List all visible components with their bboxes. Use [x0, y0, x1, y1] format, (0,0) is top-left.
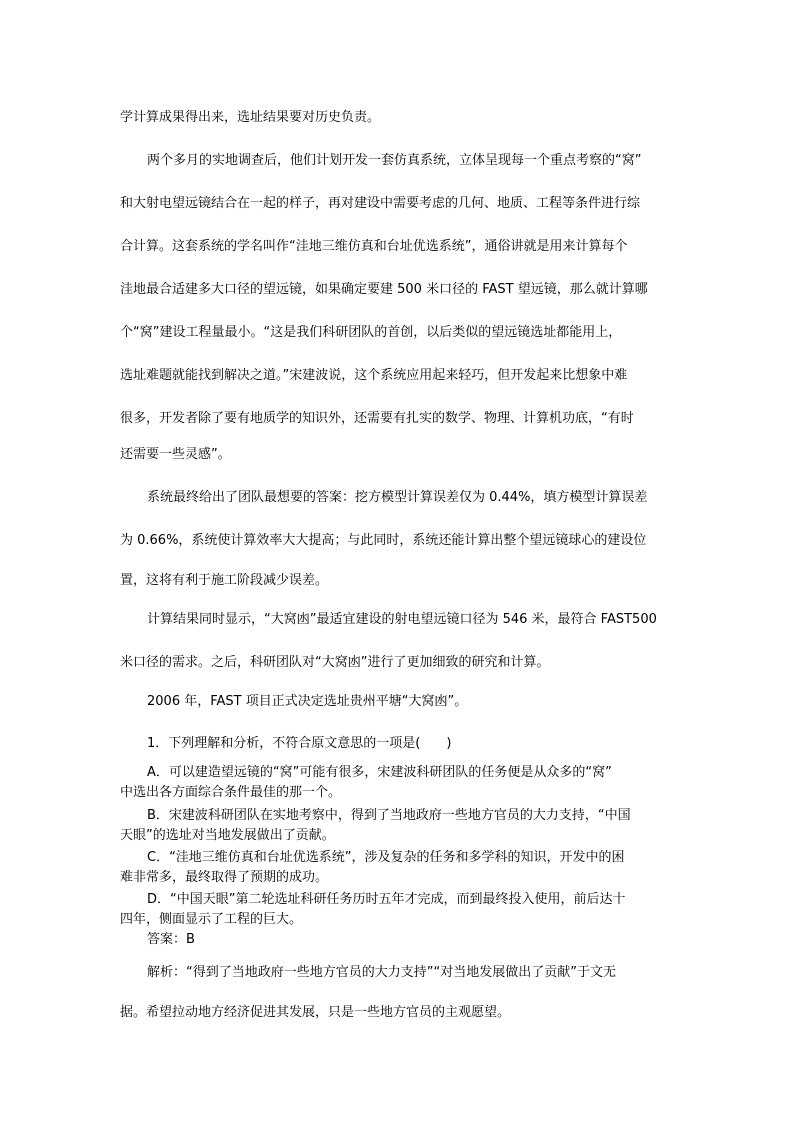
body-line: 学计算成果得出来，选址结果要对历史负责。	[120, 110, 381, 125]
option-c-line: C．“洼地三维仿真和台址优选系统”，涉及复杂的任务和多学科的知识，开发中的困	[147, 850, 625, 865]
option-c-line: 难非常多，最终取得了预期的成功。	[120, 870, 329, 885]
body-line: 米口径的需求。之后，科研团队对“大窝凼”进行了更加细致的研究和计算。	[120, 655, 550, 670]
option-a-line: 中选出各方面综合条件最佳的那一个。	[120, 785, 342, 800]
body-line: 置，这将有利于施工阶段减少误差。	[120, 573, 329, 588]
option-a-line: A．可以建造望远镜的“窝”可能有很多，宋建波科研团队的任务便是从众多的“窝”	[147, 765, 612, 780]
body-line: 很多，开发者除了要有地质学的知识外，还需要有扎实的数学、物理、计算机功底，“有时	[120, 411, 634, 426]
question-stem: 1．下列理解和分析，不符合原文意思的一项是( )	[147, 736, 452, 751]
option-b-line: 天眼”的选址对当地发展做出了贡献。	[120, 828, 335, 843]
option-d-line: 四年，侧面显示了工程的巨大。	[120, 912, 303, 927]
body-line: 个“窝”建设工程量最小。“这是我们科研团队的首创，以后类似的望远镜选址都能用上，	[120, 325, 622, 340]
option-b-line: B．宋建波科研团队在实地考察中，得到了当地政府一些地方官员的大力支持，“中国	[147, 808, 631, 823]
body-line: 洼地最合适建多大口径的望远镜，如果确定要建 500 米口径的 FAST 望远镜，那么就计算哪	[120, 282, 648, 297]
body-line: 和大射电望远镜结合在一起的样子，再对建设中需要考虑的几何、地质、工程等条件进行综	[120, 196, 641, 211]
answer: 答案：B	[147, 932, 195, 947]
option-d-line: D．“中国天眼”第二轮选址科研任务历时五年才完成，而到最终投入使用，前后达十	[147, 892, 626, 907]
body-line: 选址难题就能找到解决之道。”宋建波说，这个系统应用起来轻巧，但开发起来比想象中难	[120, 368, 628, 383]
body-line: 合计算。这套系统的学名叫作“洼地三维仿真和台址优选系统”，通俗讲就是用来计算每个	[120, 239, 628, 254]
paragraph-start-line: 系统最终给出了团队最想要的答案：挖方模型计算误差仅为 0.44%，填方模型计算误差	[147, 490, 648, 505]
paragraph-start-line: 计算结果同时显示，“大窝凼”最适宜建设的射电望远镜口径为 546 米，最符合 FAST500	[147, 612, 657, 627]
body-line: 还需要一些灵感”。	[120, 447, 231, 462]
paragraph-start-line: 两个多月的实地调查后，他们计划开发一套仿真系统，立体呈现每一个重点考察的“窝”	[147, 153, 642, 168]
paragraph-start-line: 2006 年，FAST 项目正式决定选址贵州平塘“大窝凼”。	[147, 694, 468, 709]
analysis-line: 解析：“得到了当地政府一些地方官员的大力支持”“对当地发展做出了贡献”于文无	[147, 965, 616, 980]
body-line: 为 0.66%，系统使计算效率大大提高；与此同时，系统还能计算出整个望远镜球心的建设位	[120, 533, 647, 548]
analysis-line: 据。希望拉动地方经济促进其发展，只是一些地方官员的主观愿望。	[120, 1005, 511, 1020]
